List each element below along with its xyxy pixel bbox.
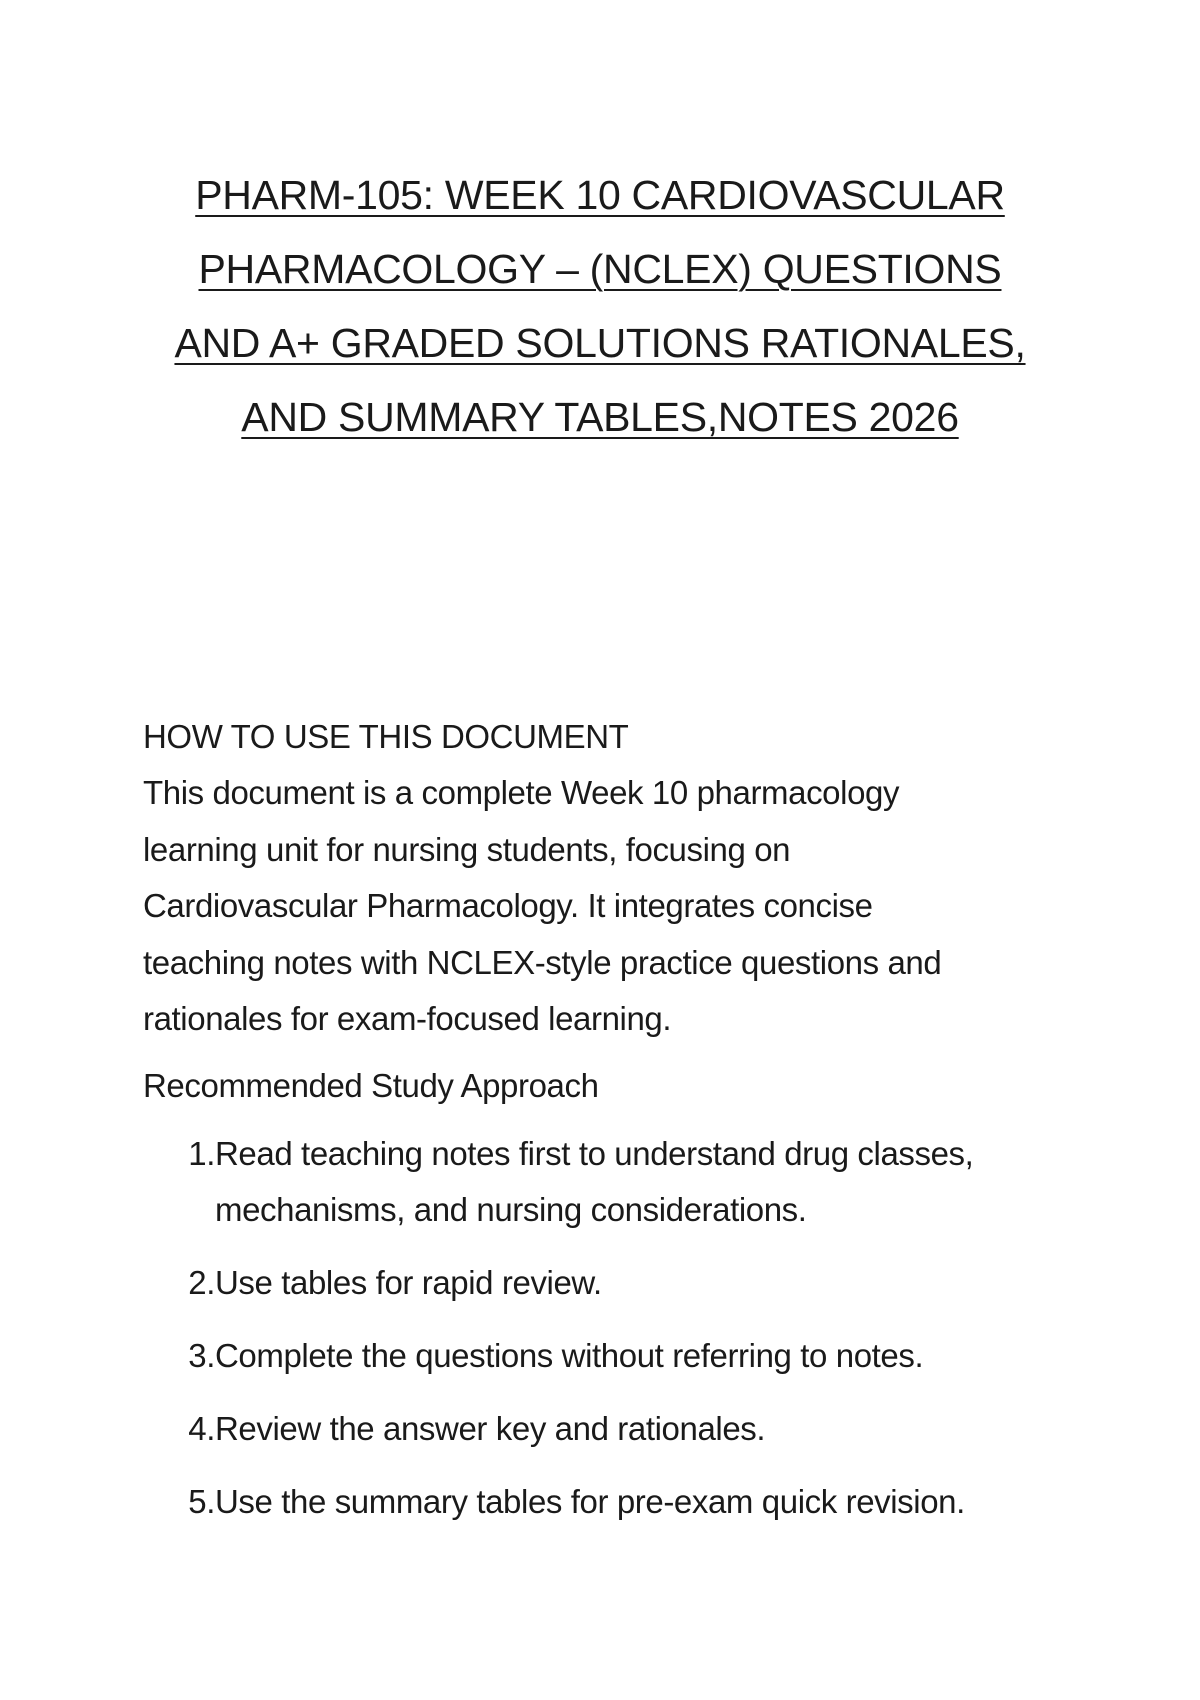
list-item-line: Review the answer key and rationales. <box>215 1409 766 1447</box>
title-line: AND A+ GRADED SOLUTIONS RATIONALES, <box>174 320 1026 366</box>
intro-line: Cardiovascular Pharmacology. It integrates concise <box>143 887 873 924</box>
list-item-line: mechanisms, and nursing considerations. <box>215 1190 807 1228</box>
list-item-text <box>215 1126 1083 1238</box>
list-item-line: Read teaching notes first to understand drug classes, <box>215 1134 974 1172</box>
list-item-line: Use tables for rapid review. <box>215 1263 602 1301</box>
intro-line: This document is a complete Week 10 pharmacology <box>143 774 900 811</box>
intro-line: learning unit for nursing students, focusing on <box>143 830 791 868</box>
list-item-text <box>215 1474 1083 1530</box>
intro-line: rationales for exam-focused learning. <box>143 1000 672 1037</box>
list-item-number: 2. <box>188 1263 215 1301</box>
study-approach-heading: Recommended Study Approach <box>143 1066 599 1104</box>
title-line: PHARMACOLOGY – (NCLEX) QUESTIONS <box>198 246 1002 292</box>
list-item <box>143 1328 1083 1384</box>
document-body <box>143 709 1083 1547</box>
document-title <box>100 158 1100 454</box>
list-item <box>143 1255 1083 1311</box>
intro-paragraph <box>143 765 1083 1048</box>
study-steps-list <box>143 1126 1083 1530</box>
list-item-line: Use the summary tables for pre-exam quick revision. <box>215 1482 965 1520</box>
title-line: PHARM-105: WEEK 10 CARDIOVASCULAR <box>195 172 1005 218</box>
list-item-number: 5. <box>188 1482 215 1520</box>
list-item-text <box>215 1255 1083 1311</box>
list-item-line: Complete the questions without referring to notes. <box>215 1336 924 1374</box>
list-item-text <box>215 1328 1083 1384</box>
intro-line: teaching notes with NCLEX-style practice questions and <box>143 943 942 981</box>
list-item <box>143 1401 1083 1457</box>
list-item-text <box>215 1401 1083 1457</box>
list-item <box>143 1474 1083 1530</box>
list-item <box>143 1126 1083 1238</box>
list-item-number: 1. <box>188 1134 215 1172</box>
list-item-number: 3. <box>188 1336 215 1374</box>
title-line: AND SUMMARY TABLES,NOTES 2026 <box>241 394 959 440</box>
list-item-number: 4. <box>188 1409 215 1447</box>
section-heading: HOW TO USE THIS DOCUMENT <box>143 718 629 755</box>
